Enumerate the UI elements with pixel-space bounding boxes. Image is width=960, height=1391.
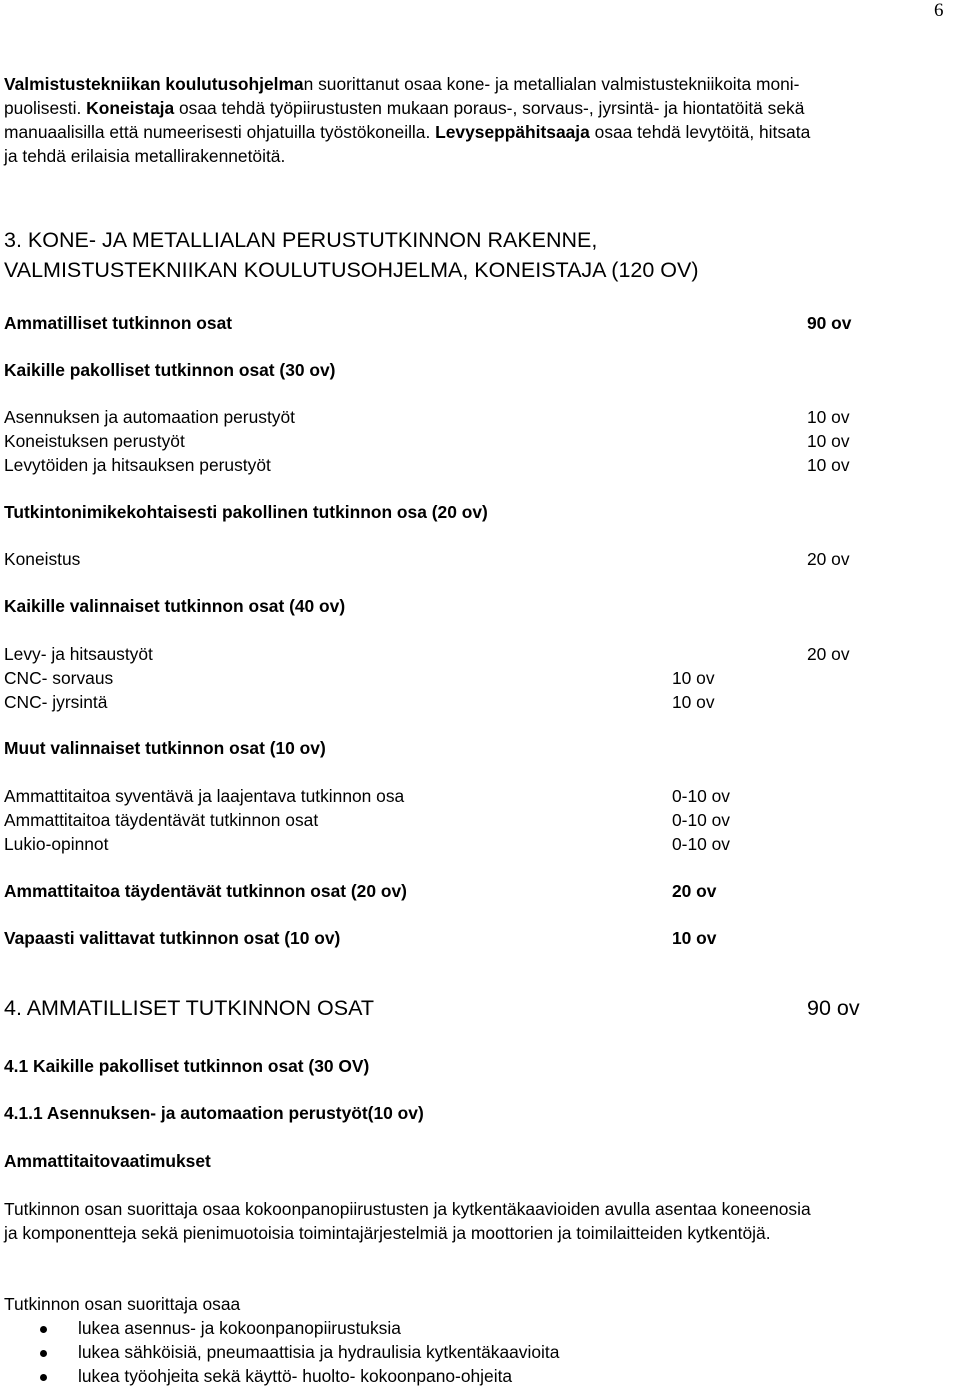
table-row-value: 10 ov [672,668,715,688]
table-row-label: Ammatilliset tutkinnon osat [4,313,233,333]
intro-line-1: Valmistustekniikan koulutusohjelman suorittanut osaa kone- ja metallialan valmistustekniikoita moni- [4,74,800,94]
table-row-value: 10 ov [807,407,850,427]
table-row-value: 20 ov [807,644,850,664]
section-4-title: 4. AMMATILLISET TUTKINNON OSAT [4,996,374,1020]
skills-list [4,1316,559,1388]
table-row-label: Ammattitaitoa syventävä ja laajentava tutkinnon osa [4,786,405,806]
intro-line-4: ja tehdä erilaisia metallirakennetöitä. [4,146,286,166]
subsection-4-1-title: 4.1 Kaikille pakolliset tutkinnon osat (30 OV) [4,1056,370,1076]
table-row-value: 90 ov [807,313,852,333]
list-intro: Tutkinnon osan suorittaja osaa [4,1294,241,1314]
table-row-label: Tutkintonimikekohtaisesti pakollinen tutkinnon osa (20 ov) [4,502,488,522]
table-row-label: Koneistus [4,549,81,569]
table-row-label: Levy- ja hitsaustyöt [4,644,153,664]
bullet-icon [40,1350,47,1357]
intro-line-3: manuaalisilla että numeerisesti ohjatuilla työstökoneilla. Levyseppähitsaaja osaa tehdä levytöitä, hitsata [4,122,811,142]
bullet-icon [40,1374,47,1381]
table-row-value: 10 ov [672,928,717,948]
table-row-label: Kaikille pakolliset tutkinnon osat (30 ov) [4,360,336,380]
section-3-title: 3. KONE- JA METALLIALAN PERUSTUTKINNON RAKENNE, VALMISTUSTEKNIIKAN KOULUTUSOHJELMA, KONEISTAJA (120 OV) [4,228,699,282]
table-row-value: 0-10 ov [672,810,731,830]
requirements-paragraph-line-1: Tutkinnon osan suorittaja osaa kokoonpanopiirustusten ja kytkentäkaavioiden avulla asentaa koneenosia [4,1199,811,1219]
table-row-label: CNC- jyrsintä [4,692,108,712]
table-row-value: 10 ov [807,455,850,475]
requirements-paragraph-line-2: ja komponentteja sekä pienimuotoisia toimintajärjestelmiä ja moottorien ja toimilaitteiden kytkentöjä. [4,1223,771,1243]
requirements-heading: Ammattitaitovaatimukset [4,1151,211,1171]
bullet-icon [40,1326,47,1333]
table-row-label: Ammattitaitoa täydentävät tutkinnon osat [4,810,319,830]
subsection-4-1-1-title: 4.1.1 Asennuksen- ja automaation perustyöt(10 ov) [4,1103,424,1123]
table-row-value: 0-10 ov [672,834,731,854]
table-row-value: 20 ov [807,549,850,569]
list-item: lukea sähköisiä, pneumaattisia ja hydraulisia kytkentäkaavioita [4,1340,559,1364]
section-4-value: 90 ov [807,996,860,1020]
table-row-label: Kaikille valinnaiset tutkinnon osat (40 ov) [4,596,346,616]
table-row-label: Ammattitaitoa täydentävät tutkinnon osat (20 ov) [4,881,407,901]
table-row-label: Asennuksen ja automaation perustyöt [4,407,295,427]
list-item: lukea työohjeita sekä käyttö- huolto- kokoonpano-ohjeita [4,1364,559,1388]
table-row-label: Levytöiden ja hitsauksen perustyöt [4,455,271,475]
page-number: 6 [934,0,944,21]
table-row-value: 10 ov [807,431,850,451]
table-row-label: Vapaasti valittavat tutkinnon osat (10 ov) [4,928,341,948]
table-row-label: Lukio-opinnot [4,834,109,854]
table-row-label: CNC- sorvaus [4,668,114,688]
table-row-value: 0-10 ov [672,786,731,806]
table-row-label: Koneistuksen perustyöt [4,431,185,451]
table-row-value: 20 ov [672,881,717,901]
list-item: lukea asennus- ja kokoonpanopiirustuksia [4,1316,559,1340]
table-row-label: Muut valinnaiset tutkinnon osat (10 ov) [4,738,326,758]
intro-paragraph [4,72,956,168]
intro-line-2: puolisesti. Koneistaja osaa tehdä työpiirustusten mukaan poraus-, sorvaus-, jyrsintä- ja hiontatöitä sekä [4,98,805,118]
table-row-value: 10 ov [672,692,715,712]
